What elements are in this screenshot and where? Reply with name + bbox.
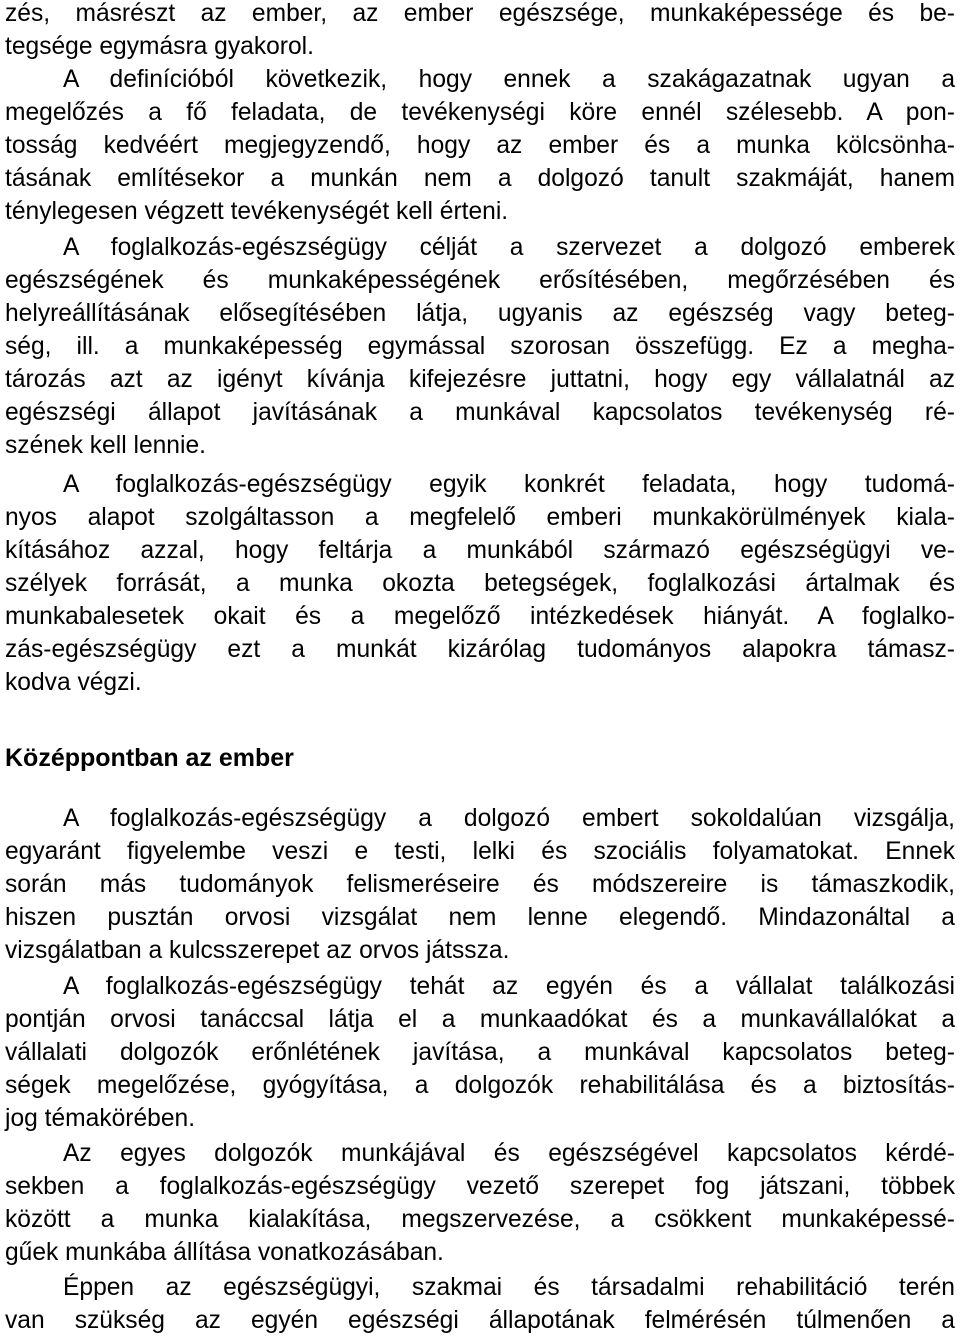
text-line: tosság kedvéért megjegyzendő, hogy az ember és a munka kölcsönha- bbox=[5, 132, 955, 159]
text-line: szélyek forrását, a munka okozta betegségek, foglalkozási ártalmak és bbox=[5, 570, 955, 597]
text-line: pontján orvosi tanáccsal látja el a munkaadókat és a munkavállalókat a bbox=[5, 1006, 955, 1033]
text-line: zás-egészségügy ezt a munkát kizárólag tudományos alapokra támasz- bbox=[5, 636, 955, 663]
text-line: A foglalkozás-egészségügy tehát az egyén és a vállalat találkozási bbox=[63, 973, 955, 1000]
text-line: egyaránt figyelembe veszi e testi, lelki és szociális folyamatokat. Ennek bbox=[5, 838, 955, 865]
section-heading: Középpontban az ember bbox=[5, 744, 294, 772]
text-line: hiszen pusztán orvosi vizsgálat nem lenne elegendő. Mindazonáltal a bbox=[5, 904, 955, 931]
text-line: A foglalkozás-egészségügy a dolgozó embert sokoldalúan vizsgálja, bbox=[63, 805, 955, 832]
text-line: A definícióból következik, hogy ennek a szakágazatnak ugyan a bbox=[63, 66, 955, 93]
text-line: A foglalkozás-egészségügy célját a szervezet a dolgozó emberek bbox=[63, 234, 955, 261]
text-line: Éppen az egészségügyi, szakmai és társadalmi rehabilitáció terén bbox=[63, 1274, 955, 1301]
text-line: szének kell lennie. bbox=[5, 432, 206, 459]
text-line: A foglalkozás-egészségügy egyik konkrét feladata, hogy tudomá- bbox=[63, 471, 955, 498]
text-line: kításához azzal, hogy feltárja a munkából származó egészségügyi ve- bbox=[5, 537, 955, 564]
text-line: tegsége egymásra gyakorol. bbox=[5, 33, 314, 60]
text-line: van szükség az egyén egészségi állapotának felmérésén túlmenően a bbox=[5, 1307, 955, 1334]
text-line: jog témakörében. bbox=[5, 1105, 196, 1132]
text-line: során más tudományok felismeréseire és módszereire is támaszkodik, bbox=[5, 871, 955, 898]
text-line: ténylegesen végzett tevékenységét kell érteni. bbox=[5, 198, 509, 225]
text-line: vizsgálatban a kulcsszerepet az orvos játssza. bbox=[5, 937, 510, 964]
text-line: megelőzés a fő feladata, de tevékenységi köre ennél szélesebb. A pon- bbox=[5, 99, 955, 126]
text-line: kodva végzi. bbox=[5, 669, 142, 696]
text-line: között a munka kialakítása, megszervezése, a csökkent munkaképessé- bbox=[5, 1206, 955, 1233]
text-line: munkabalesetek okait és a megelőző intézkedések hiányát. A foglalko- bbox=[5, 603, 955, 630]
text-line: gűek munkába állítása vonatkozásában. bbox=[5, 1239, 444, 1266]
text-line: ségek megelőzése, gyógyítása, a dolgozók rehabilitálása és a biztosítás- bbox=[5, 1072, 955, 1099]
text-line: egészségének és munkaképességének erősítésében, megőrzésében és bbox=[5, 267, 955, 294]
text-line: ség, ill. a munkaképesség egymással szorosan összefügg. Ez a megha- bbox=[5, 333, 955, 360]
text-line: tásának említésekor a munkán nem a dolgozó tanult szakmáját, hanem bbox=[5, 165, 955, 192]
text-line: Az egyes dolgozók munkájával és egészségével kapcsolatos kérdé- bbox=[63, 1140, 955, 1167]
text-line: zés, másrészt az ember, az ember egészsége, munkaképessége és be- bbox=[5, 0, 955, 27]
text-line: vállalati dolgozók erőnlétének javítása, a munkával kapcsolatos beteg- bbox=[5, 1039, 955, 1066]
text-line: tározás azt az igényt kívánja kifejezésre juttatni, hogy egy vállalatnál az bbox=[5, 366, 955, 393]
text-line: egészségi állapot javításának a munkával kapcsolatos tevékenység ré- bbox=[5, 399, 955, 426]
text-line: helyreállításának elősegítésében látja, ugyanis az egészség vagy beteg- bbox=[5, 300, 955, 327]
text-line: nyos alapot szolgáltasson a megfelelő emberi munkakörülmények kiala- bbox=[5, 504, 955, 531]
text-line: sekben a foglalkozás-egészségügy vezető szerepet fog játszani, többek bbox=[5, 1173, 955, 1200]
